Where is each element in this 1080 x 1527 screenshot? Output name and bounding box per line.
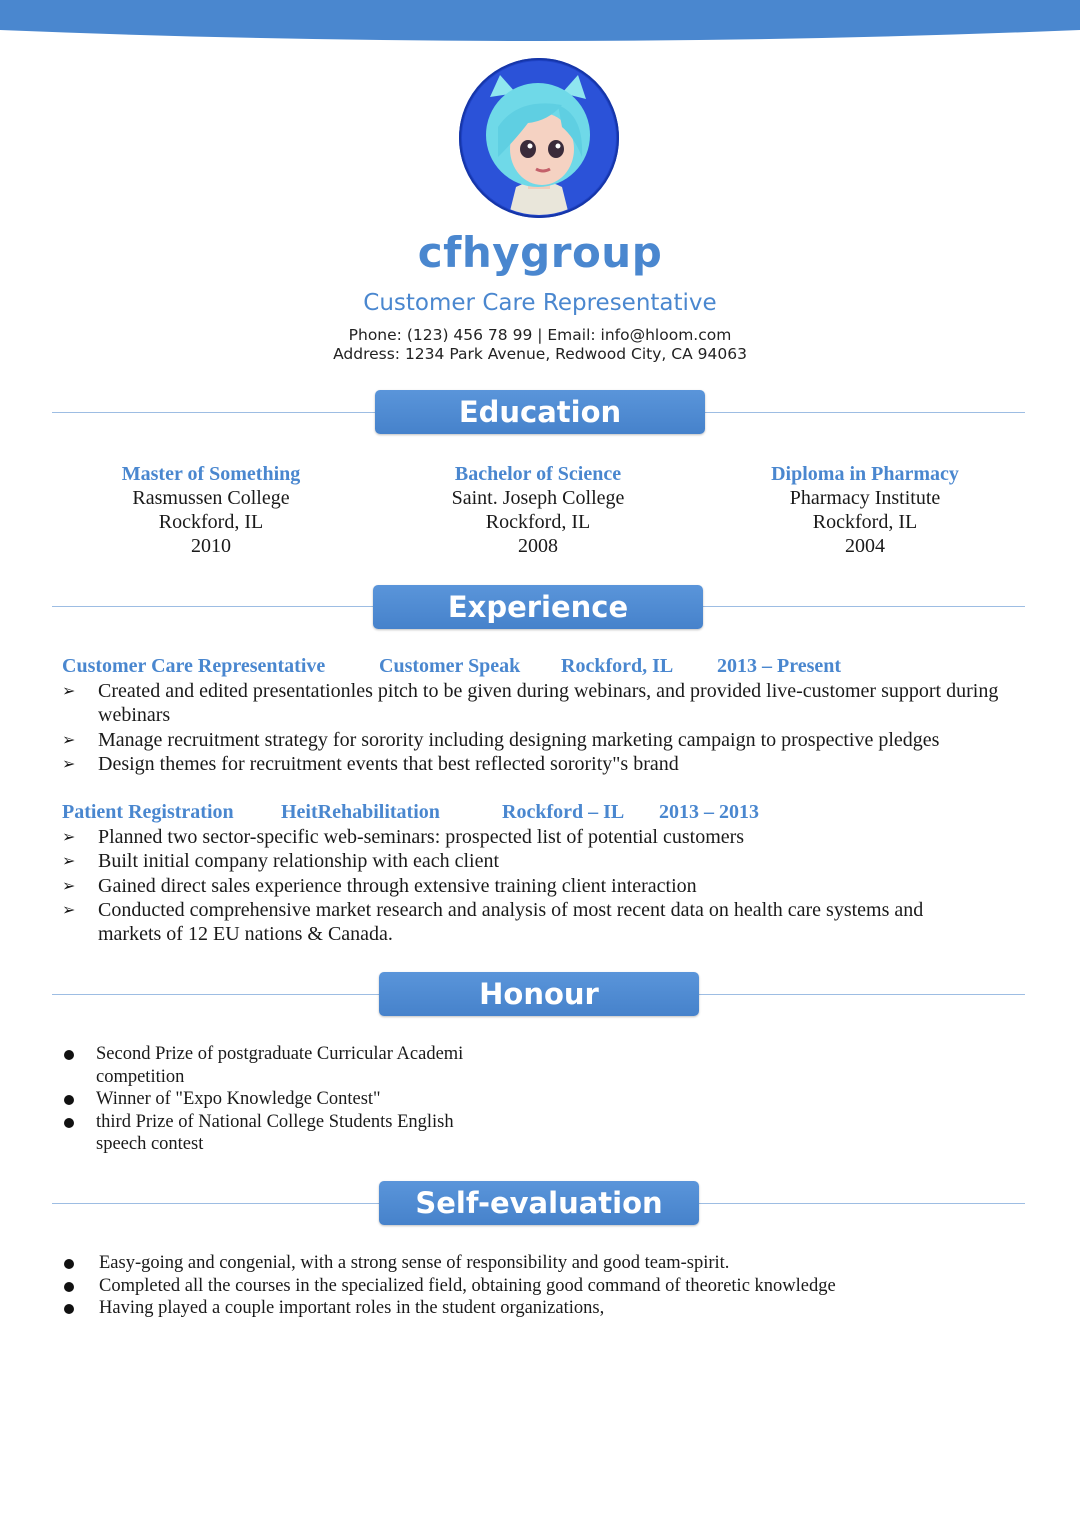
education-entry [700,462,1030,558]
list-item: Winner of "Expo Knowledge Contest" [62,1088,502,1111]
bullet-dot-icon [64,1259,74,1269]
experience-section-header: Experience [373,585,703,629]
job-title: Patient Registration [62,801,234,823]
self-evaluation-section-header: Self-evaluation [379,1181,699,1225]
location: Rockford, IL [485,511,591,533]
list-item: ➢ Manage recruitment strategy for sorority including designing marketing campaign to prospective pledges [62,728,940,751]
job-dates: 2013 – Present [717,655,842,677]
self-evaluation-list [62,1252,1022,1320]
job-title: Customer Care Representative [62,655,326,677]
location: Rockford, IL [812,511,918,533]
bullet-dot-icon [64,1304,74,1314]
list-item: ➢ Conducted comprehensive market research and analysis of most recent data on health care systems and markets of 12 EU nations & Canada. [62,898,924,946]
bullet-dot-icon [64,1282,74,1292]
list-item: Completed all the courses in the specialized field, obtaining good command of theoretic knowledge [62,1275,1022,1298]
list-item: Easy-going and congenial, with a strong sense of responsibility and good team-spirit. [62,1252,1022,1275]
honour-section-header: Honour [379,972,699,1016]
education-entry [373,462,703,558]
avatar-icon [458,57,620,219]
bullet-dot-icon [64,1050,74,1060]
job-company: HeitRehabilitation [281,801,440,823]
education-entry [46,462,376,558]
arrow-bullet-icon: ➢ [62,729,76,749]
degree: Diploma in Pharmacy [771,463,959,485]
top-decorative-band [0,0,1080,44]
list-item: ➢ Built initial company relationship with each client [62,850,500,873]
year: 2008 [518,535,558,557]
list-item: ➢ Planned two sector-specific web-seminars: prospected list of potential customers [62,826,745,848]
address-line: Address: 1234 Park Avenue, Redwood City, CA 94063 [333,345,747,363]
job-dates: 2013 – 2013 [659,801,759,823]
list-item: Second Prize of postgraduate Curricular Academi competition [62,1043,502,1088]
honour-list [62,1043,502,1156]
degree: Bachelor of Science [454,463,622,485]
location: Rockford, IL [158,511,264,533]
contact-line: Phone: (123) 456 78 99 | Email: info@hloom.com [348,326,732,344]
education-section-header: Education [375,390,705,434]
arrow-bullet-icon: ➢ [62,681,76,700]
school: Pharmacy Institute [789,487,941,509]
bullet-dot-icon [64,1095,74,1105]
job-company: Customer Speak [379,655,521,677]
year: 2004 [845,535,885,557]
job-bullet-list [62,679,1002,776]
bullet-dot-icon [64,1118,74,1128]
year: 2010 [191,535,231,557]
list-item: ➢ Design themes for recruitment events that best reflected sorority"s brand [62,752,679,775]
school: Rasmussen College [132,487,290,509]
school: Saint. Joseph College [451,487,625,509]
job-location: Rockford, IL [561,655,674,677]
arrow-bullet-icon: ➢ [62,851,76,871]
arrow-bullet-icon: ➢ [62,899,76,919]
arrow-bullet-icon: ➢ [62,875,76,895]
candidate-name: cfhygroup [417,228,663,277]
arrow-bullet-icon: ➢ [62,753,76,773]
list-item: third Prize of National College Students English speech contest [62,1111,502,1156]
arrow-bullet-icon: ➢ [62,827,76,846]
candidate-title: Customer Care Representative [363,290,717,316]
job-bullet-list [62,825,987,946]
list-item: Having played a couple important roles in the student organizations, [62,1297,1022,1320]
list-item: ➢ Created and edited presentationles pitch to be given during webinars, and provided live-customer support during webinars [62,680,999,727]
degree: Master of Something [121,463,301,485]
list-item: ➢ Gained direct sales experience through extensive training client interaction [62,874,697,897]
job-location: Rockford – IL [502,801,625,823]
